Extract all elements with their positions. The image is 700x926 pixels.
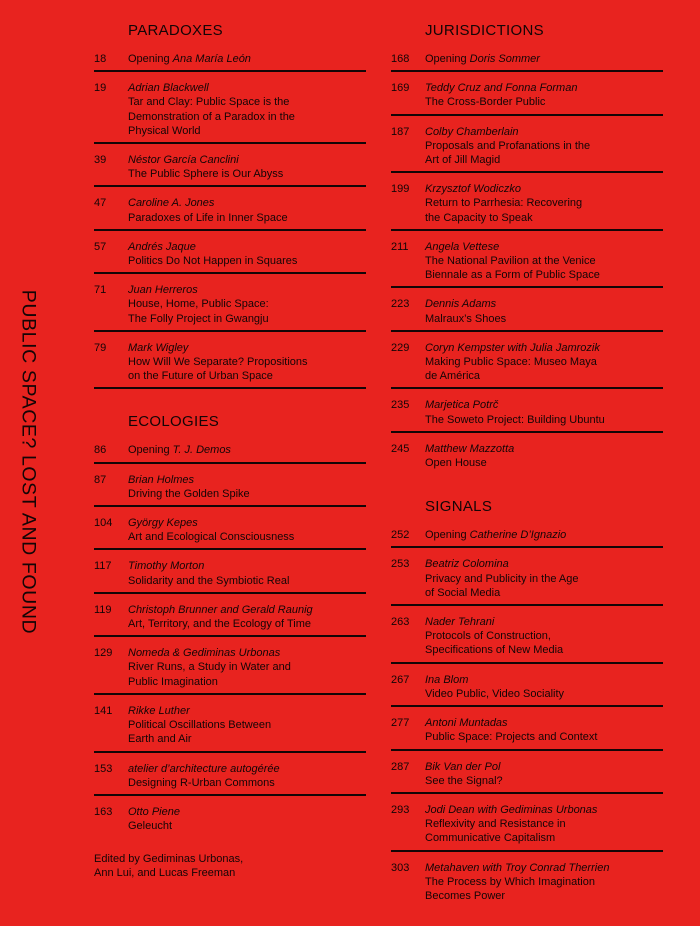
essay-title-line: Political Oscillations Between: [128, 719, 272, 732]
essay-title-line: Open House: [425, 457, 487, 470]
page-number: 287: [391, 760, 410, 773]
author-name: Krzysztof Wodiczko: [425, 183, 521, 196]
toc-entry: [94, 150, 366, 187]
essay-title-line: The Process by Which Imagination: [425, 875, 595, 888]
page-number: 252: [391, 529, 410, 542]
page-number: 235: [391, 399, 410, 412]
author-name: Nomeda & Gediminas Urbonas: [128, 647, 281, 660]
author-name: Adrian Blackwell: [128, 82, 209, 95]
toc-entry: [94, 470, 366, 507]
page-number: 277: [391, 717, 410, 730]
toc-entry: [94, 49, 366, 72]
entry-text: [128, 196, 366, 224]
page-number: 57: [94, 240, 107, 253]
author-name: Marjetica Potrč: [425, 399, 499, 412]
toc-entry: [391, 395, 663, 432]
opening-label: Opening: [128, 444, 170, 457]
author-name: T. J. Demos: [172, 444, 231, 457]
toc-entry: [391, 713, 663, 750]
toc-entry: [94, 280, 366, 332]
toc-entry: [94, 759, 366, 796]
author-name: Ina Blom: [425, 673, 469, 686]
entry-text: [425, 341, 663, 384]
author-name: Doris Sommer: [469, 53, 540, 65]
section-gap: [391, 480, 663, 494]
page-number: 169: [391, 82, 410, 95]
essay-title-line: See the Signal?: [425, 774, 503, 787]
page-number: 211: [391, 240, 409, 253]
entry-text: [425, 442, 663, 470]
essay-title-line: Proposals and Profanations in the: [425, 139, 591, 152]
essay-title-line: Earth and Air: [128, 733, 192, 746]
author-name: Juan Herreros: [128, 284, 198, 297]
page-number: 19: [94, 82, 107, 95]
essay-title-line: Art of Jill Magid: [425, 154, 501, 167]
page-number: 199: [391, 183, 410, 196]
page-number: 263: [391, 616, 410, 629]
entry-text: [128, 283, 366, 326]
essay-title-line: on the Future of Urban Space: [128, 370, 273, 383]
essay-title-line: Making Public Space: Museo Maya: [425, 356, 597, 369]
entry-text: [425, 240, 663, 283]
entry-text: [425, 861, 663, 904]
essay-title-line: Paradoxes of Life in Inner Space: [128, 211, 288, 224]
essay-title-line: Public Space: Projects and Context: [425, 731, 598, 744]
entry-text: [128, 52, 366, 66]
author-name: Andrés Jaque: [128, 240, 196, 253]
toc-entry: [94, 440, 366, 463]
entry-text: [128, 805, 366, 833]
section-title: SIGNALS: [425, 498, 493, 516]
spine-title: PUBLIC SPACE? LOST AND FOUND: [17, 289, 40, 635]
author-name: Beatriz Colomina: [425, 558, 509, 571]
page-number: 87: [94, 473, 107, 486]
entry-text: [425, 673, 663, 701]
entry-text: [128, 559, 366, 587]
toc-entry: [94, 513, 366, 550]
toc-entry: [94, 802, 366, 837]
essay-title-line: The Public Sphere is Our Abyss: [128, 168, 284, 181]
entry-text: [128, 341, 366, 384]
essay-title-line: Solidarity and the Symbiotic Real: [128, 574, 290, 587]
toc-entry: [391, 670, 663, 707]
essay-title-line: How Will We Separate? Propositions: [128, 356, 308, 369]
entry-text: [128, 762, 366, 790]
author-name: Néstor García Canclini: [128, 154, 239, 167]
author-name: Christoph Brunner and Gerald Raunig: [128, 603, 313, 616]
entry-text: [425, 125, 663, 168]
author-name: atelier d’architecture autogérée: [128, 762, 280, 775]
essay-title-line: Art and Ecological Consciousness: [128, 531, 295, 544]
section-gap: [94, 395, 366, 409]
opening-line: [128, 52, 366, 66]
essay-title-line: The National Pavilion at the Venice: [425, 255, 596, 268]
opening-label: Opening: [128, 53, 170, 65]
essay-title-line: The Soweto Project: Building Ubuntu: [425, 413, 605, 426]
entry-text: [425, 716, 663, 744]
toc-left-column: [94, 18, 366, 843]
essay-title-line: Art, Territory, and the Ecology of Time: [128, 618, 312, 631]
page-number: 229: [391, 341, 410, 354]
author-name: Otto Piene: [128, 805, 180, 818]
author-name: Ana María León: [172, 53, 251, 65]
entry-text: [128, 516, 366, 544]
entry-text: [128, 443, 366, 457]
author-name: Nader Tehrani: [425, 616, 495, 629]
author-name: Matthew Mazzotta: [425, 442, 515, 455]
author-name: Teddy Cruz and Fonna Forman: [425, 82, 578, 95]
author-name: György Kepes: [128, 517, 198, 530]
toc-entry: [391, 800, 663, 852]
toc-entry: [391, 122, 663, 174]
essay-title-line: The Folly Project in Gwangju: [128, 312, 269, 325]
essay-title-line: Designing R-Urban Commons: [128, 776, 275, 789]
editors-line: Edited by Gediminas Urbonas,: [94, 853, 244, 865]
entry-text: [128, 704, 366, 747]
toc-entry: [391, 554, 663, 606]
author-name: Coryn Kempster with Julia Jamrozik: [425, 341, 600, 354]
toc-entry: [391, 858, 663, 908]
essay-title-line: Video Public, Video Sociality: [425, 687, 565, 700]
page-number: 163: [94, 805, 113, 818]
author-name: Metahaven with Troy Conrad Therrien: [425, 861, 610, 874]
essay-title-line: de América: [425, 370, 481, 383]
toc-entry: [94, 701, 366, 753]
page-number: 86: [94, 444, 107, 457]
opening-line: [128, 443, 366, 457]
entry-text: [128, 646, 366, 689]
author-name: Timothy Morton: [128, 560, 205, 573]
entry-text: [425, 615, 663, 658]
page-number: 129: [94, 647, 113, 660]
page-number: 153: [94, 762, 113, 775]
entry-text: [128, 603, 366, 631]
entry-text: [425, 52, 663, 66]
section-title: ECOLOGIES: [128, 413, 220, 431]
opening-line: [425, 52, 663, 66]
opening-label: Opening: [425, 53, 467, 65]
entry-text: [128, 81, 366, 138]
toc-entry: [391, 294, 663, 331]
essay-title-line: Politics Do Not Happen in Squares: [128, 255, 298, 268]
toc-entry: [94, 338, 366, 390]
toc-entry: [391, 338, 663, 390]
essay-title-line: The Cross-Border Public: [425, 96, 546, 109]
essay-title-line: Return to Parrhesia: Recovering: [425, 197, 583, 210]
essay-title-line: Driving the Golden Spike: [128, 487, 250, 500]
toc-entry: [391, 757, 663, 794]
toc-entry: [94, 78, 366, 144]
entry-text: [425, 760, 663, 788]
essay-title-line: Malraux’s Shoes: [425, 312, 507, 325]
toc-entry: [94, 643, 366, 695]
essay-title-line: Demonstration of a Paradox in the: [128, 110, 295, 123]
page-number: 104: [94, 517, 113, 530]
toc-entry: [391, 525, 663, 548]
toc-right-column: [391, 18, 663, 913]
essay-title-line: Physical World: [128, 124, 201, 137]
essay-title-line: Communicative Capitalism: [425, 832, 556, 845]
toc-entry: [94, 193, 366, 230]
author-name: Colby Chamberlain: [425, 125, 519, 138]
essay-title-line: Geleucht: [128, 820, 173, 833]
entry-text: [425, 528, 663, 542]
page-number: 18: [94, 53, 107, 65]
essay-title-line: Reflexivity and Resistance in: [425, 818, 566, 831]
author-name: Angela Vettese: [425, 240, 500, 253]
page-number: 293: [391, 803, 410, 816]
editors-credit: [94, 852, 364, 880]
page-number: 223: [391, 298, 410, 311]
toc-entry: [391, 237, 663, 289]
page-number: 303: [391, 861, 410, 874]
page-number: 39: [94, 154, 107, 167]
page-number: 187: [391, 125, 410, 138]
page-number: 168: [391, 53, 410, 65]
entry-text: [128, 153, 366, 181]
page-number: 267: [391, 673, 410, 686]
toc-entry: [94, 237, 366, 274]
page-number: 47: [94, 197, 107, 210]
essay-title-line: Tar and Clay: Public Space is the: [128, 96, 290, 109]
page-number: 141: [94, 704, 113, 717]
author-name: Mark Wigley: [128, 341, 189, 354]
toc-entry: [391, 439, 663, 474]
entry-text: [128, 240, 366, 268]
page-number: 253: [391, 558, 410, 571]
toc-entry: [391, 49, 663, 72]
page-number: 119: [94, 603, 112, 616]
section-title: JURISDICTIONS: [425, 22, 544, 39]
author-name: Rikke Luther: [128, 704, 190, 717]
author-name: Caroline A. Jones: [128, 197, 215, 210]
editors-line: Ann Lui, and Lucas Freeman: [94, 867, 236, 880]
entry-text: [425, 398, 663, 426]
author-name: Antoni Muntadas: [425, 717, 508, 730]
page-number: 245: [391, 442, 410, 455]
toc-entry: [391, 78, 663, 115]
author-name: Bik Van der Pol: [425, 760, 501, 773]
toc-entry: [391, 179, 663, 231]
toc-entry: [391, 612, 663, 664]
author-name: Catherine D’Ignazio: [469, 529, 567, 542]
opening-line: [425, 528, 663, 542]
entry-text: [425, 297, 663, 325]
essay-title-line: Biennale as a Form of Public Space: [425, 269, 600, 282]
page-number: 117: [94, 560, 112, 573]
entry-text: [128, 473, 366, 501]
page-number: 79: [94, 341, 107, 354]
essay-title-line: Privacy and Publicity in the Age: [425, 572, 579, 585]
toc-entry: [94, 556, 366, 593]
essay-title-line: of Social Media: [425, 586, 501, 599]
opening-label: Opening: [425, 529, 467, 542]
essay-title-line: the Capacity to Speak: [425, 211, 533, 224]
author-name: Dennis Adams: [425, 298, 497, 311]
entry-text: [425, 803, 663, 846]
entry-text: [425, 557, 663, 600]
author-name: Brian Holmes: [128, 473, 195, 486]
toc-entry: [94, 600, 366, 637]
essay-title-line: Specifications of New Media: [425, 644, 564, 657]
essay-title-line: Becomes Power: [425, 889, 506, 902]
essay-title-line: Protocols of Construction,: [425, 630, 551, 643]
page-number: 71: [94, 284, 107, 297]
essay-title-line: River Runs, a Study in Water and: [128, 661, 291, 674]
section-title: PARADOXES: [128, 22, 223, 39]
author-name: Jodi Dean with Gediminas Urbonas: [425, 803, 598, 816]
essay-title-line: House, Home, Public Space:: [128, 298, 269, 311]
essay-title-line: Public Imagination: [128, 675, 218, 688]
entry-text: [425, 81, 663, 109]
entry-text: [425, 182, 663, 225]
